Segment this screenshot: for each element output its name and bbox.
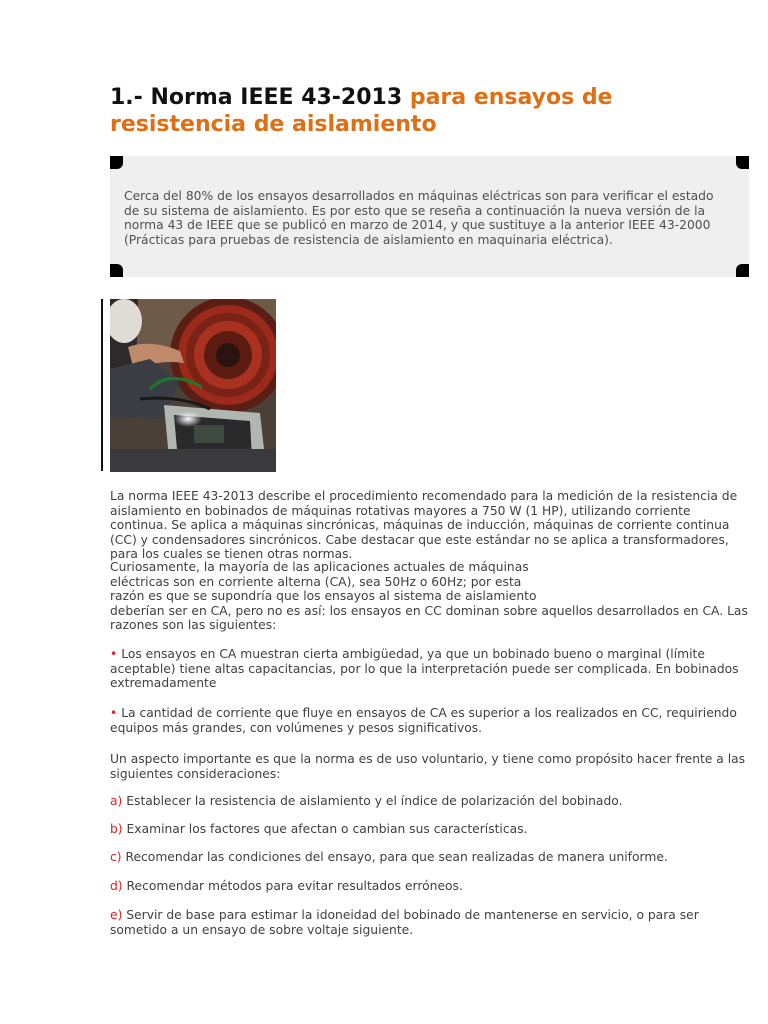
list-item bbox=[110, 850, 750, 865]
list-text: Servir de base para estimar la idoneidad del bobinado de mantenerse en servicio, o para ser sometido a un ensayo de sobre voltaje siguiente. bbox=[110, 908, 699, 937]
paragraph-line: eléctricas son en corriente alterna (CA), sea 50Hz o 60Hz; por esta bbox=[110, 574, 522, 589]
list-text: Recomendar métodos para evitar resultados erróneos. bbox=[126, 879, 463, 893]
bullet-text: La cantidad de corriente que fluye en ensayos de CA es superior a los realizados en CC, requiriendo equipos más grandes, con volúmenes y pesos significativos. bbox=[110, 706, 737, 735]
list-item bbox=[110, 794, 750, 809]
page-title bbox=[110, 84, 710, 138]
photo-divider bbox=[101, 299, 103, 471]
list-item bbox=[110, 908, 750, 937]
body-paragraph bbox=[110, 560, 750, 633]
list-letter: b) bbox=[110, 822, 123, 836]
list-item bbox=[110, 822, 750, 837]
corner-decoration bbox=[110, 264, 123, 277]
paragraph-line: Curiosamente, la mayoría de las aplicaciones actuales de máquinas bbox=[110, 560, 529, 574]
paragraph-line: razón es que se supondría que los ensayos al sistema de aislamiento bbox=[110, 589, 537, 603]
intro-text: Cerca del 80% de los ensayos desarrollados en máquinas eléctricas son para verificar el estado de su sistema de aislamiento. Es por esto que se reseña a continuación la nueva versión de la norma 43 de IEEE que se publicó en marzo de 2014, y que sustituye a la anterior IEEE 43-2000 (Prácticas para pruebas de resistencia de aislamiento en maquinaria eléctrica). bbox=[124, 189, 714, 248]
list-item bbox=[110, 879, 750, 894]
corner-decoration bbox=[736, 264, 749, 277]
list-letter: a) bbox=[110, 794, 123, 808]
bullet-item bbox=[110, 706, 750, 735]
bullet-text: Los ensayos en CA muestran cierta ambigüedad, ya que un bobinado bueno o marginal (límite aceptable) tiene altas capacitancias, por lo que la interpretación puede ser complicada. En bobinados extremadamente bbox=[110, 647, 739, 690]
intro-callout bbox=[110, 156, 749, 277]
body-paragraph: Un aspecto importante es que la norma es de uso voluntario, y tiene como propósito hacer frente a las siguientes consideraciones: bbox=[110, 752, 746, 781]
insulation-test-photo bbox=[110, 299, 276, 472]
list-text: Examinar los factores que afectan o cambian sus características. bbox=[126, 822, 528, 836]
paragraph-line: deberían ser en CA, pero no es así: los ensayos en CC dominan sobre aquellos desarrollados en CA. Las razones son las siguientes: bbox=[110, 603, 748, 632]
list-letter: e) bbox=[110, 908, 123, 922]
title-accent: para ensayos de resistencia de aislamiento bbox=[110, 85, 613, 137]
list-letter: c) bbox=[110, 850, 122, 864]
list-text: Recomendar las condiciones del ensayo, para que sean realizadas de manera uniforme. bbox=[125, 850, 668, 864]
bullet-item bbox=[110, 647, 750, 691]
corner-decoration bbox=[736, 156, 749, 169]
title-number: 1.- Norma IEEE 43-2013 bbox=[110, 85, 403, 110]
bullet-mark: • bbox=[110, 647, 118, 661]
corner-decoration bbox=[110, 156, 123, 169]
body-paragraph: La norma IEEE 43-2013 describe el procedimiento recomendado para la medición de la resistencia de aislamiento en bobinados de máquinas rotativas mayores a 750 W (1 HP), utilizando corriente continua. Se aplica a máquinas sincrónicas, máquinas de inducción, máquinas de corriente continua (CC) y condensadores sincrónicos. Cabe destacar que este estándar no se aplica a transformadores, para los cuales se tienen otras normas. bbox=[110, 489, 738, 561]
list-text: Establecer la resistencia de aislamiento y el índice de polarización del bobinado. bbox=[126, 794, 623, 808]
list-letter: d) bbox=[110, 879, 123, 893]
bullet-mark: • bbox=[110, 706, 118, 720]
